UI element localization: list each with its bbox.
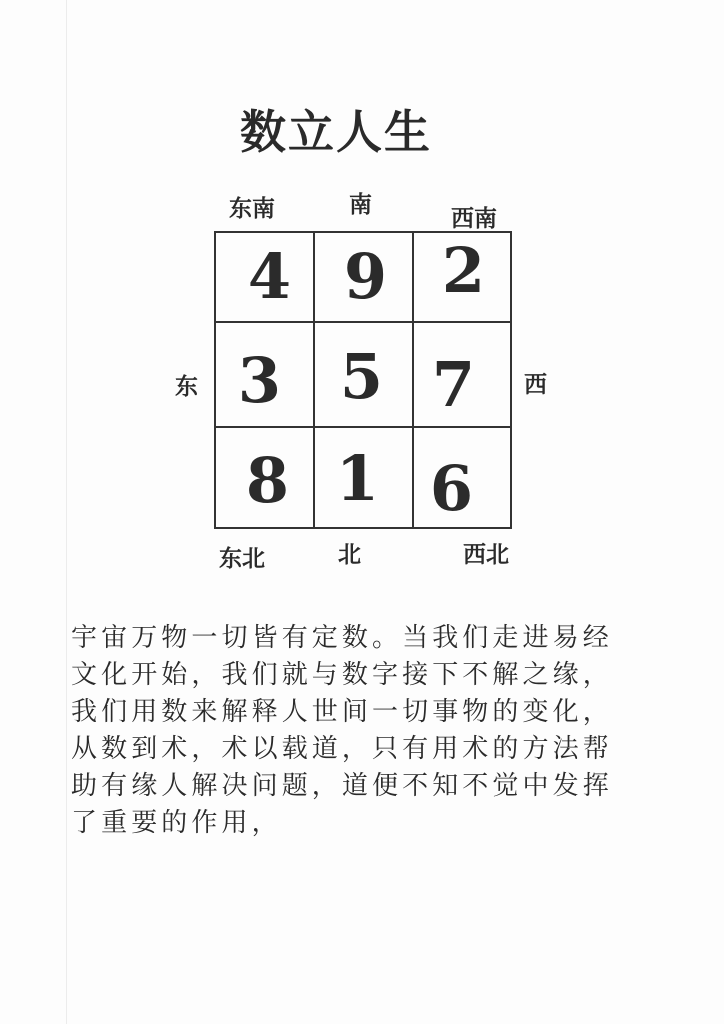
magic-square-cell: 1	[335, 442, 380, 515]
page-title: 数立人生	[240, 105, 432, 159]
magic-square-cell: 2	[441, 234, 486, 307]
direction-label-southwest: 西南	[451, 206, 497, 232]
magic-square-cell: 7	[431, 348, 476, 421]
direction-label-east: 东	[175, 374, 198, 400]
direction-label-north: 北	[338, 542, 361, 568]
direction-label-southeast: 东南	[229, 196, 275, 222]
magic-square-cell: 6	[429, 452, 474, 525]
magic-square-cell: 4	[247, 240, 292, 313]
body-paragraph: 宇宙万物一切皆有定数。当我们走进易经文化开始，我们就与数字接下不解之缘，我们用数来解释人世间一切事物的变化，从数到术，术以载道，只有用术的方法帮助有缘人解决问题，道便不知不觉中发挥了重要的作用，	[71, 623, 613, 838]
direction-label-west: 西	[524, 372, 547, 398]
magic-square-cell: 3	[237, 344, 282, 417]
magic-square-cell: 9	[343, 240, 388, 313]
magic-square-cell: 5	[339, 340, 384, 413]
direction-label-northeast: 东北	[219, 546, 265, 572]
magic-square-grid	[214, 231, 512, 529]
magic-square-cell: 8	[245, 444, 290, 517]
direction-label-south: 南	[349, 192, 372, 218]
direction-label-northwest: 西北	[463, 542, 509, 568]
